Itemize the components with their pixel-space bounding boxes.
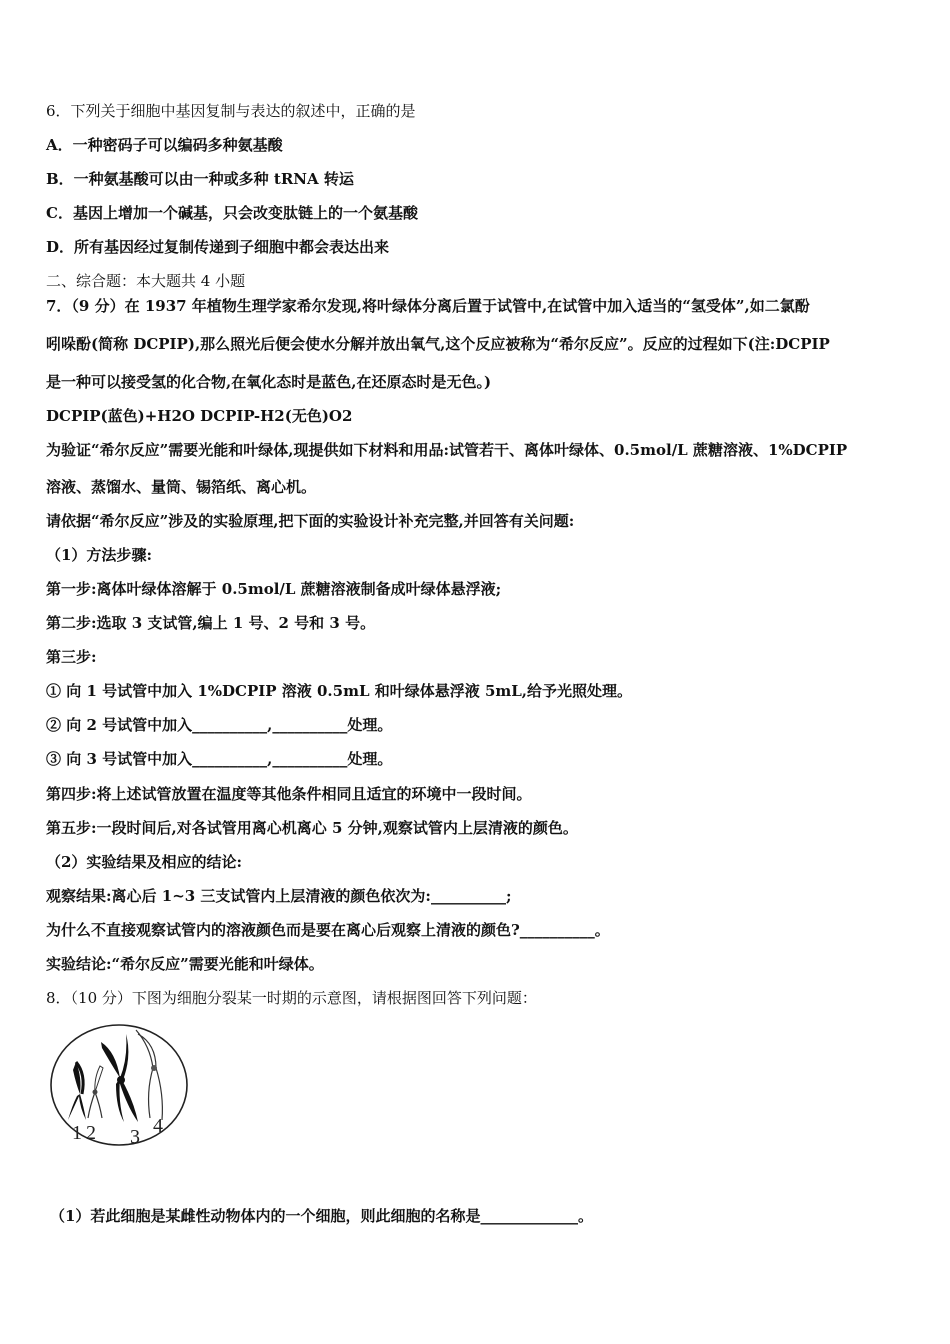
q7-instruction: 请依据“希尔反应”涉及的实验原理,把下面的实验设计补充完整,并回答有关问题: (46, 512, 575, 530)
q6-option-c: C．基因上增加一个碱基，只会改变肽链上的一个氨基酸 (46, 204, 418, 222)
chromosome-2 (88, 1066, 103, 1118)
q7-observe: 观察结果:离心后 1~3 三支试管内上层清液的颜色依次为:__________; (46, 887, 512, 905)
q7-step-5: 第五步:一段时间后,对各试管用离心机离心 5 分钟,观察试管内上层清液的颜色。 (46, 819, 578, 837)
q7-step-1: 第一步:离体叶绿体溶解于 0.5mol/L 蔗糖溶液制备成叶绿体悬浮液; (46, 580, 502, 598)
figure-label-3: 3 (130, 1126, 140, 1148)
figure-label-1: 1 (72, 1122, 82, 1144)
q7-conclusion: 实验结论:“希尔反应”需要光能和叶绿体。 (46, 955, 324, 973)
q7-equation: DCPIP(蓝色)+H2O DCPIP-H2(无色)O2 (46, 407, 353, 425)
q6-option-d: D．所有基因经过复制传递到子细胞中都会表达出来 (46, 238, 390, 256)
q7-substep-1: ① 向 1 号试管中加入 1%DCPIP 溶液 0.5mL 和叶绿体悬浮液 5mL,给予光照处理。 (46, 682, 633, 700)
q7-why: 为什么不直接观察试管内的溶液颜色而是要在离心后观察上清液的颜色?__________。 (46, 921, 610, 939)
q7-line-3: 是一种可以接受氢的化合物,在氧化态时是蓝色,在还原态时是无色。) (46, 373, 492, 391)
q7-step-3: 第三步: (46, 648, 97, 666)
q7-part2-title: （2）实验结果及相应的结论: (46, 853, 242, 871)
q7-substep-3: ③ 向 3 号试管中加入__________,__________处理。 (46, 750, 393, 768)
q7-materials-1: 为验证“希尔反应”需要光能和叶绿体,现提供如下材料和用品:试管若干、离体叶绿体、0.5mol/L 蔗糖溶液、1%DCPIP (46, 441, 848, 459)
q7-substep-2: ② 向 2 号试管中加入__________,__________处理。 (46, 716, 393, 734)
chromosome-1 (68, 1062, 86, 1120)
cell-division-figure (46, 1022, 196, 1152)
q7-step-2: 第二步:选取 3 支试管,编上 1 号、2 号和 3 号。 (46, 614, 376, 632)
chromosome-3 (101, 1034, 138, 1122)
q6-option-b: B．一种氨基酸可以由一种或多种 tRNA 转运 (46, 170, 354, 188)
q7-line-2: 吲哚酚(简称 DCPIP),那么照光后便会使水分解并放出氧气,这个反应被称为“希尔反应”。反应的过程如下(注:DCPIP (46, 335, 830, 353)
q6-stem: 6．下列关于细胞中基因复制与表达的叙述中，正确的是 (46, 102, 416, 120)
q7-step-4: 第四步:将上述试管放置在温度等其他条件相同且适宜的环境中一段时间。 (46, 785, 532, 803)
q7-line-1: 7．（9 分）在 1937 年植物生理学家希尔发现,将叶绿体分离后置于试管中,在试管中加入适当的“氢受体”,如二氯酚 (46, 297, 810, 315)
section-heading: 二、综合题：本大题共 4 小题 (46, 272, 246, 290)
q8-stem: 8．（10 分）下图为细胞分裂某一时期的示意图，请根据图回答下列问题： (46, 989, 537, 1007)
q7-part1-title: （1）方法步骤: (46, 546, 152, 564)
figure-label-4: 4 (153, 1115, 163, 1137)
chromosome-4 (136, 1030, 162, 1120)
q7-materials-2: 溶液、蒸馏水、量筒、锡箔纸、离心机。 (46, 478, 317, 496)
figure-label-2: 2 (86, 1122, 96, 1144)
q6-option-a: A．一种密码子可以编码多种氨基酸 (46, 136, 283, 154)
q8-subquestion-1: （1）若此细胞是某雌性动物体内的一个细胞，则此细胞的名称是_____________。 (50, 1207, 593, 1225)
